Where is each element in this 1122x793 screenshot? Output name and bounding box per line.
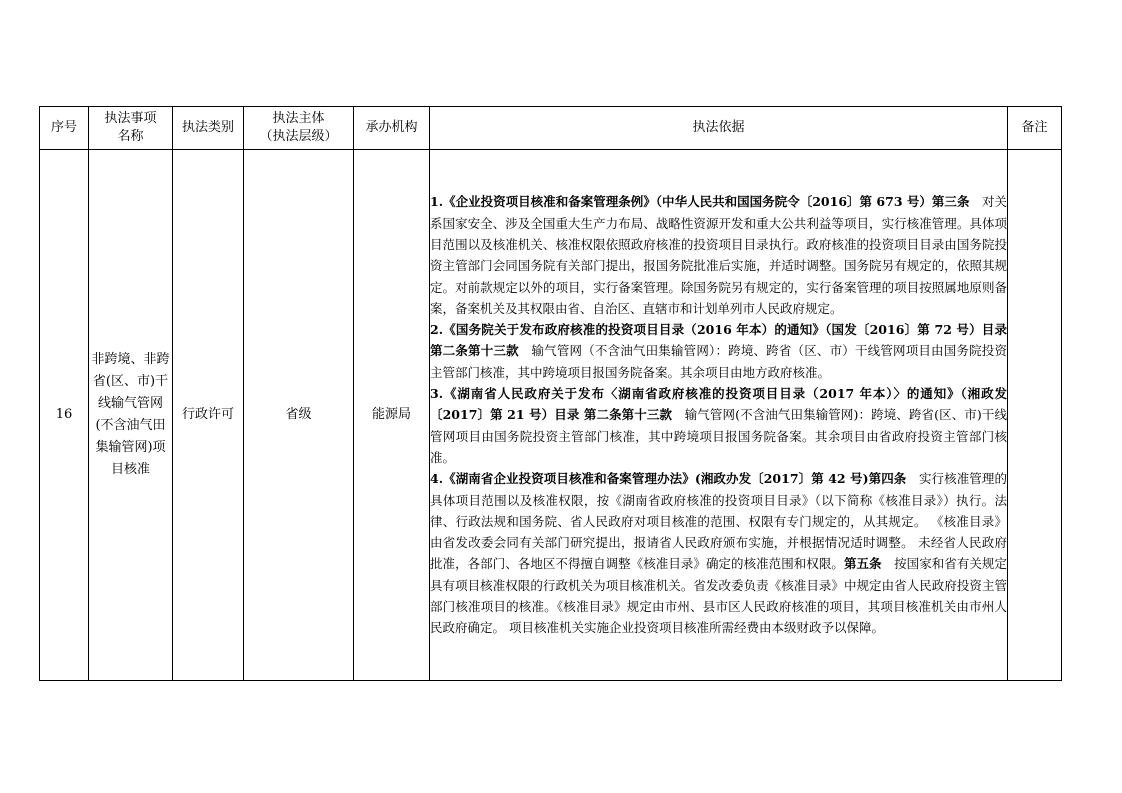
basis-item-1-title: 1.《企业投资项目核准和备案管理条例》（中华人民共和国国务院令〔2016〕第 673 号）第三条 <box>430 194 970 210</box>
basis-item-3-title: 3.《湖南省人民政府关于发布〈湖南省政府核准的投资项目目录（2017 年本）〉的通知》（湘政发〔2017〕第 21 号）目录 第二条第十三款 <box>430 386 1007 423</box>
row-category: 行政许可 <box>173 150 244 681</box>
basis-item-2 <box>430 319 1007 383</box>
enforcement-table <box>39 106 1062 681</box>
basis-item-1-text: 对关系国家安全、涉及全国重大生产力布局、战略性资源开发和重大公共利益等项目，实行核准管理。具体项目范围以及核准机关、核准权限依照政府核准的投资项目目录执行。政府核准的投资项目目录由国务院投资主管部门会同国务院有关部门提出，报国务院批准后实施，并适时调整。国务院另有规定的，依照其规定。对前款规定以外的项目，实行备案管理。除国务院另有规定的，实行备案管理的项目按照属地原则备案，备案机关及其权限由省、自治区、直辖市和计划单列市人民政府规定。 <box>430 194 1007 316</box>
basis-item-4-text: 实行核准管理的具体项目范围以及核准权限，按《湖南省政府核准的投资项目目录》（以下简称《核准目录》）执行。法律、行政法规和国务院、省人民政府对项目核准的范围、权限有专门规定的，从其规定。 《核准目录》由省发改委会同有关部门研究提出，报请省人民政府颁布实施，并根据情况适时调整。 未经省人民政府批准，各部门、各地区不得擅自调整《核准目录》确定的核准范围和权限。 <box>430 471 1007 572</box>
basis-item-3 <box>430 383 1007 468</box>
header-row <box>40 107 1062 150</box>
basis-item-2-title: 2.《国务院关于发布政府核准的投资项目目录（2016 年本）的通知》（国发〔2016〕第 72 号）目录 第二条第十三款 <box>430 322 1007 359</box>
row-agency: 能源局 <box>354 150 430 681</box>
header-subject-line1: 执法主体 <box>272 111 325 126</box>
basis-item-4 <box>430 468 1007 638</box>
header-remarks: 备注 <box>1008 107 1062 150</box>
header-item-name <box>89 107 173 150</box>
header-basis: 执法依据 <box>430 107 1008 150</box>
row-item-name: 非跨境、非跨省(区、市)干线输气管网(不含油气田集输管网)项目核准 <box>89 150 173 681</box>
row-remarks <box>1008 150 1062 681</box>
header-index: 序号 <box>40 107 89 150</box>
row-basis <box>430 150 1008 681</box>
header-subject-line2: （执法层级） <box>259 129 338 144</box>
basis-item-3-text: 输气管网(不含油气田集输管网)：跨境、跨省(区、市)干线管网项目由国务院投资主管部门核准，其中跨境项目报国务院备案。其余项目由省政府投资主管部门核准。 <box>430 407 1007 465</box>
row-index: 16 <box>40 150 89 681</box>
table-row <box>40 150 1062 681</box>
header-item-name-line1: 执法事项 <box>104 111 157 126</box>
basis-item-4-title: 4.《湖南省企业投资项目核准和备案管理办法》(湘政办发〔2017〕第 42 号)第四条 <box>430 471 907 487</box>
basis-item-4-title2: 第五条 <box>843 556 882 572</box>
header-category: 执法类别 <box>173 107 244 150</box>
header-item-name-line2: 名称 <box>117 129 144 144</box>
basis-item-1 <box>430 191 1007 319</box>
header-agency: 承办机构 <box>354 107 430 150</box>
header-subject <box>244 107 354 150</box>
basis-item-2-text: 输气管网（不含油气田集输管网）：跨境、跨省（区、市）干线管网项目由国务院投资主管部门核准，其中跨境项目报国务院备案。其余项目由地方政府核准。 <box>430 343 1007 380</box>
basis-item-4-text2: 按国家和省有关规定具有项目核准权限的行政机关为项目核准机关。省发改委负责《核准目录》中规定由省人民政府投资主管部门核准项目的核准。《核准目录》规定由市州、县市区人民政府核准的项目，其项目核准机关由市州人民政府确定。 项目核准机关实施企业投资项目核准所需经费由本级财政予以保障。 <box>430 556 1007 636</box>
row-level: 省级 <box>244 150 354 681</box>
